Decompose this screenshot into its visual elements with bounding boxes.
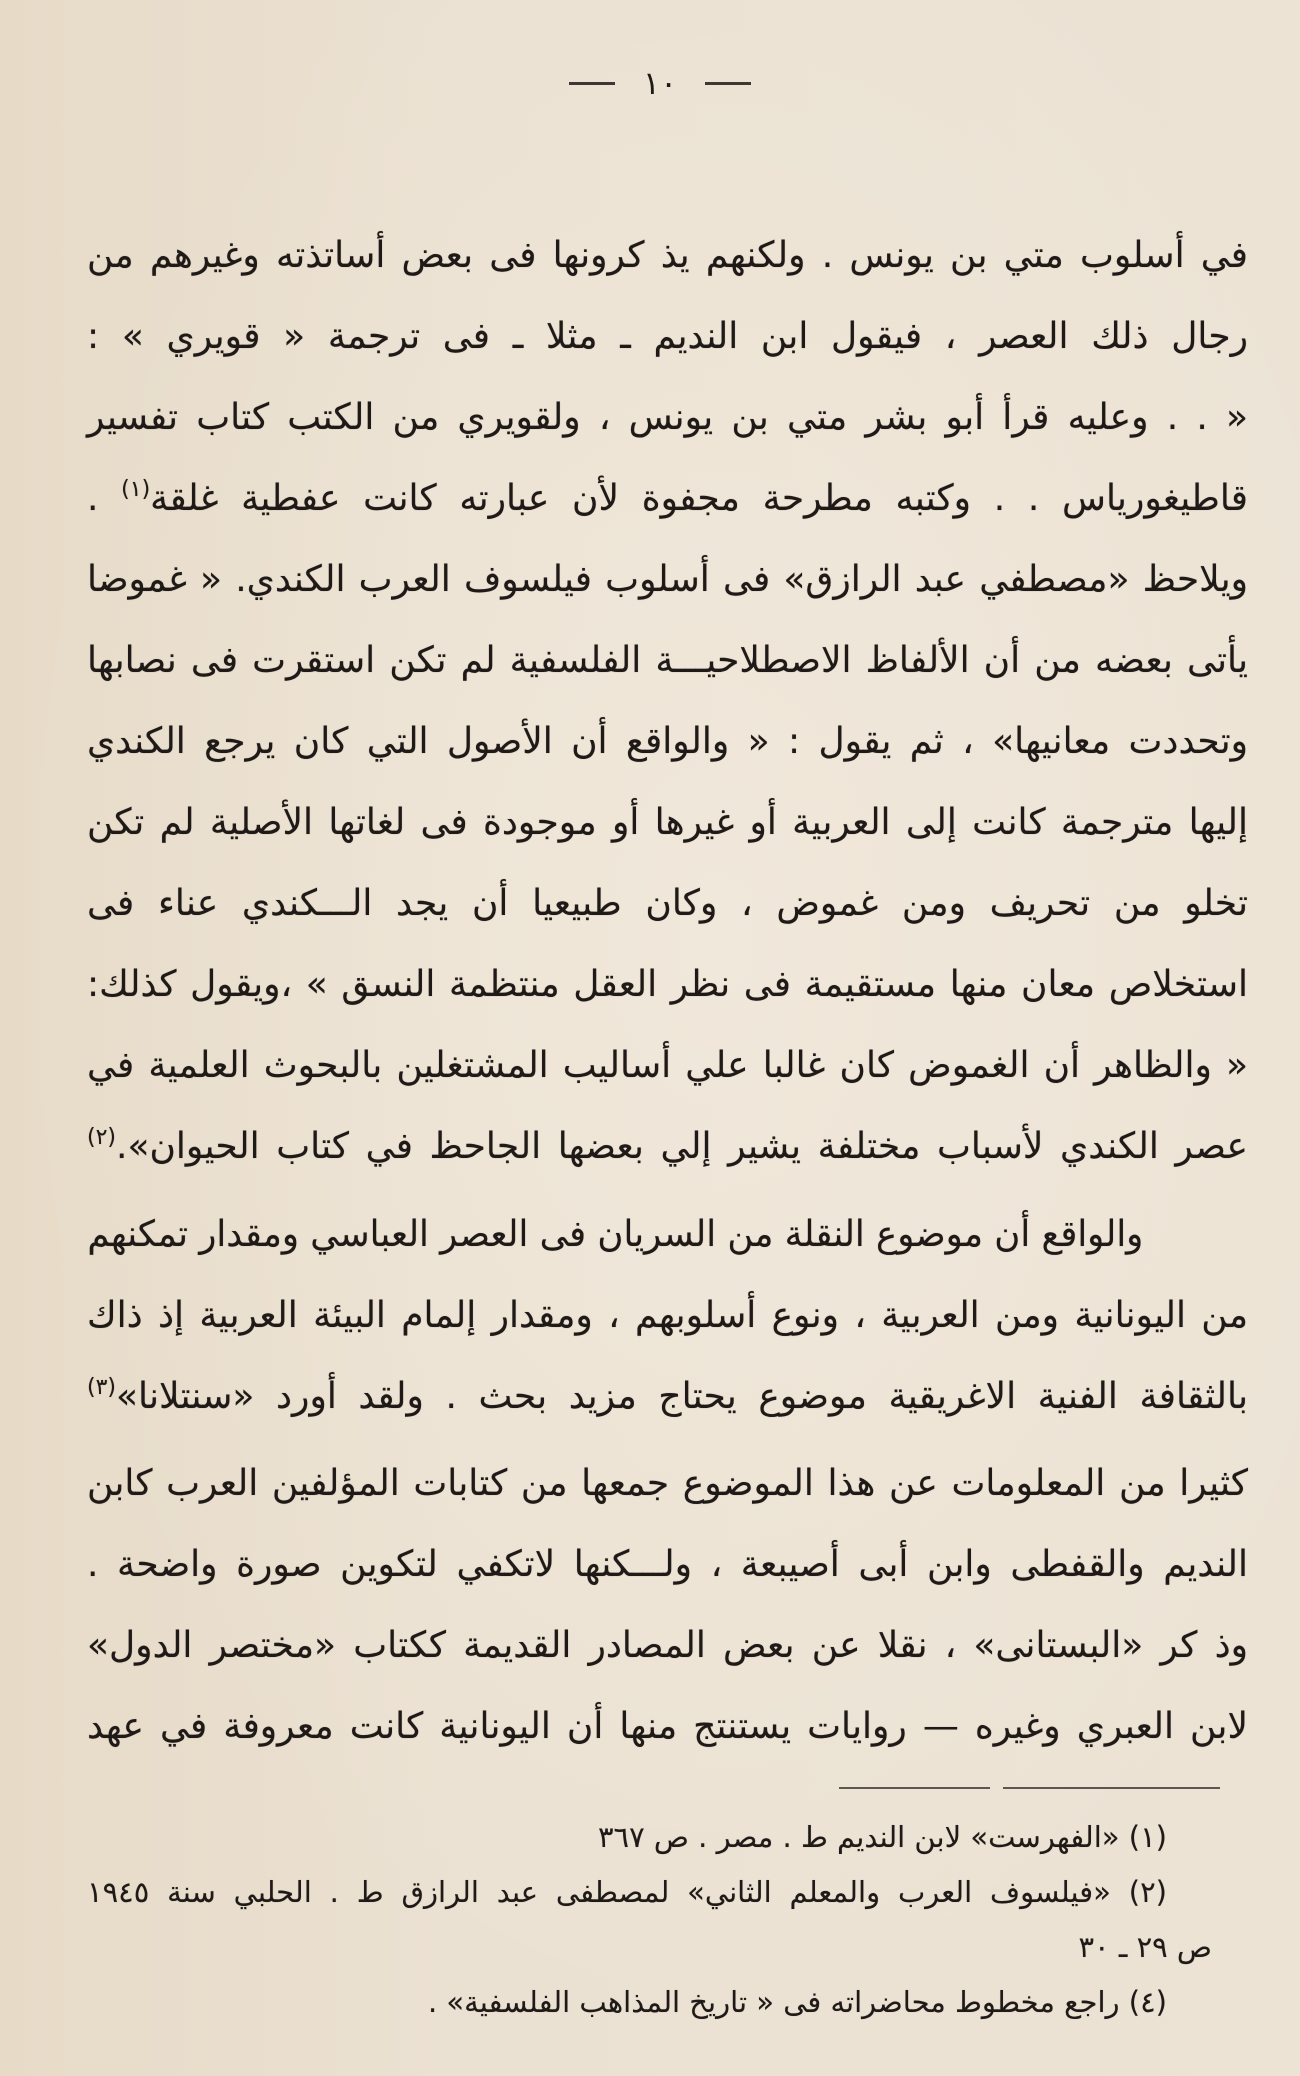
line-text: والواقع أن موضوع النقلة من السريان فى العصر العباسي ومقدار تمكنهم xyxy=(87,1214,1143,1255)
line-text: بالثقافة الفنية الاغريقية موضوع يحتاج مزيد بحث . ولقد أورد «سنتلانا» xyxy=(116,1376,1248,1417)
line-text: إليها مترجمة كانت إلى العربية أو غيرها أو موجودة فى لغاتها الأصلية لم تكن xyxy=(87,802,1248,843)
footnote-text: راجع مخطوط محاضراته فى « تاريخ المذاهب الفلسفية» . xyxy=(427,1985,1120,2019)
page-number-dash-left xyxy=(569,82,615,85)
body-line xyxy=(87,620,1248,701)
page-number-dash-right xyxy=(705,82,751,85)
line-text: « . . وعليه قرأ أبو بشر متي بن يونس ، ولقويري من الكتب كتاب تفسير xyxy=(87,397,1248,438)
body-line xyxy=(87,377,1248,458)
footnote-2-continuation xyxy=(87,1920,1212,1975)
line-text: استخلاص معان منها مستقيمة فى نظر العقل منتظمة النسق » ،ويقول كذلك: xyxy=(87,964,1248,1005)
footnote-marker: (١) xyxy=(1128,1820,1167,1854)
line-text: في أسلوب متي بن يونس . ولكنهم يذ كرونها فى بعض أساتذته وغيرهم من xyxy=(87,235,1248,276)
body-line xyxy=(87,1524,1248,1605)
page-number-value: ١٠ xyxy=(642,64,678,102)
footnote-text: ص ٢٩ ـ ٣٠ xyxy=(1078,1930,1212,1964)
footnote-rule xyxy=(839,1787,990,1789)
footnote-ref: (١) xyxy=(121,477,151,502)
body-line xyxy=(87,944,1248,1025)
body-text xyxy=(87,215,1248,1767)
footnote-marker: (٢) xyxy=(1128,1875,1167,1909)
line-text: قاطيغورياس . . وكتبه مطرحة مجفوة لأن عبارته كانت عفطية غلقة xyxy=(150,478,1248,519)
line-text: تخلو من تحريف ومن غموض ، وكان طبيعيا أن يجد الـــكندي عناء فى xyxy=(87,883,1248,924)
body-line xyxy=(87,1443,1248,1524)
body-line xyxy=(87,1686,1248,1767)
body-line xyxy=(87,1356,1248,1437)
footnote-rule xyxy=(1003,1787,1220,1789)
body-line xyxy=(87,1275,1248,1356)
line-text: وذ كر «البستانى» ، نقلا عن بعض المصادر القديمة ككتاب «مختصر الدول» xyxy=(87,1625,1248,1666)
line-text: عصر الكندي لأسباب مختلفة يشير إلي بعضها الجاحظ في كتاب الحيوان». xyxy=(116,1126,1248,1167)
footnote-text: «فيلسوف العرب والمعلم الثاني» لمصطفى عبد الرازق ط . الحلبي سنة ١٩٤٥ xyxy=(87,1875,1111,1909)
page-number xyxy=(560,60,760,106)
body-line xyxy=(87,296,1248,377)
line-text: ويلاحظ «مصطفي عبد الرازق» فى أسلوب فيلسوف العرب الكندي. « غموضا xyxy=(87,559,1248,600)
line-text: وتحددت معانيها» ، ثم يقول : « والواقع أن الأصول التي كان يرجع الكندي xyxy=(87,721,1248,762)
footnote-4 xyxy=(87,1975,1212,2030)
body-line xyxy=(87,701,1248,782)
line-text: يأتى بعضه من أن الألفاظ الاصطلاحيـــة الفلسفية لم تكن استقرت فى نصابها xyxy=(87,640,1248,681)
body-line xyxy=(87,458,1248,539)
line-text: كثيرا من المعلومات عن هذا الموضوع جمعها من كتابات المؤلفين العرب كابن xyxy=(87,1463,1248,1504)
line-text-tail: . xyxy=(87,478,122,519)
footnotes xyxy=(87,1810,1212,2030)
body-line xyxy=(87,1605,1248,1686)
footnote-1 xyxy=(87,1810,1212,1865)
line-text: رجال ذلك العصر ، فيقول ابن النديم ـ مثلا ـ فى ترجمة « قويري » : xyxy=(87,316,1248,357)
footnote-marker: (٤) xyxy=(1128,1985,1167,2019)
body-line xyxy=(87,215,1248,296)
line-text: من اليونانية ومن العربية ، ونوع أسلوبهم ، ومقدار إلمام البيئة العربية إذ ذاك xyxy=(87,1295,1248,1336)
line-text: النديم والقفطى وابن أبى أصيبعة ، ولـــكنها لاتكفي لتكوين صورة واضحة . xyxy=(87,1544,1248,1585)
body-line xyxy=(87,539,1248,620)
body-line xyxy=(87,1025,1248,1106)
body-line-paragraph-start xyxy=(87,1194,1248,1275)
footnote-text: «الفهرست» لابن النديم ط . مصر . ص ٣٦٧ xyxy=(597,1820,1120,1854)
body-line xyxy=(87,782,1248,863)
line-text: لابن العبري وغيره — روايات يستنتج منها أن اليونانية كانت معروفة في عهد xyxy=(87,1706,1248,1747)
line-text: « والظاهر أن الغموض كان غالبا علي أساليب المشتغلين بالبحوث العلمية في xyxy=(87,1045,1248,1086)
footnote-ref: (٣) xyxy=(87,1375,117,1400)
body-line xyxy=(87,863,1248,944)
body-line xyxy=(87,1106,1248,1187)
footnote-2 xyxy=(87,1865,1212,1920)
footnote-ref: (٢) xyxy=(87,1125,117,1150)
